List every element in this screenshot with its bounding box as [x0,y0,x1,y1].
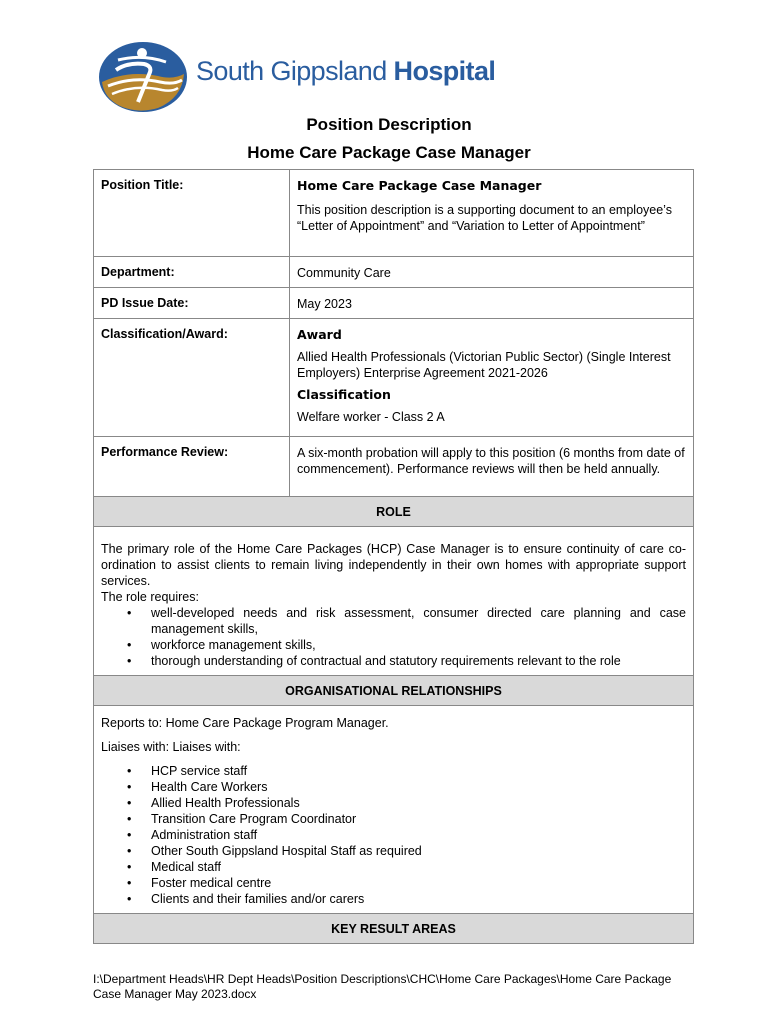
classification-value [290,319,694,437]
relationships-heading: ORGANISATIONAL RELATIONSHIPS [94,676,694,706]
department-label: Department: [94,257,290,288]
role-content [94,527,694,676]
key-results-heading-row [94,914,694,944]
role-requires: The role requires: [101,590,199,604]
position-title-row [94,170,694,257]
list-item: • Allied Health Professionals [151,795,686,811]
award-text: Allied Health Professionals (Victorian Public Sector) (Single Interest Employers) Enterprise Agreement 2021-2026 [297,350,671,380]
document-title: Position Description [306,115,472,134]
position-table [93,169,694,944]
liaison-list [101,763,686,907]
department-value: Community Care [290,257,694,288]
list-item: • Clients and their families and/or carers [151,891,686,907]
list-item: • Foster medical centre [151,875,686,891]
hospital-logo [98,40,498,114]
pd-issue-date-row [94,288,694,319]
file-path-footer: I:\Department Heads\HR Dept Heads\Position Descriptions\CHC\Home Care Packages\Home Care Package Case Manager May 2023.docx [93,972,672,1001]
relationships-content [94,706,694,914]
list-item: • Health Care Workers [151,779,686,795]
performance-review-value: A six-month probation will apply to this position (6 months from date of commencement). Performance reviews will then be held annually. [290,437,694,497]
department-row [94,257,694,288]
pd-issue-date-value: May 2023 [290,288,694,319]
classification-label: Classification/Award: [94,319,290,437]
list-item: • Transition Care Program Coordinator [151,811,686,827]
relationships-row [94,706,694,914]
list-item: • HCP service staff [151,763,686,779]
classification-row [94,319,694,437]
liaises-with: Liaises with: Liaises with: [101,740,241,754]
pd-issue-date-label: PD Issue Date: [94,288,290,319]
hospital-name: South Gippsland Hospital [196,56,496,86]
document-subtitle: Home Care Package Case Manager [247,143,531,162]
position-title-bold: Home Care Package Case Manager [297,178,542,193]
role-row [94,527,694,676]
performance-review-row [94,437,694,497]
key-results-heading: KEY RESULT AREAS [94,914,694,944]
role-heading: ROLE [94,497,694,527]
hospital-emblem-icon [98,40,188,114]
classification-text: Welfare worker - Class 2 A [297,410,445,424]
list-item: • workforce management skills, [151,637,686,653]
award-heading: Award [297,327,342,342]
position-title-value [290,170,694,257]
classification-heading: Classification [297,387,391,402]
list-item: • Administration staff [151,827,686,843]
role-list [101,605,686,669]
performance-review-label: Performance Review: [94,437,290,497]
list-item: • Medical staff [151,859,686,875]
list-item: • Other South Gippsland Hospital Staff as required [151,843,686,859]
reports-to: Reports to: Home Care Package Program Manager. [101,716,389,730]
role-heading-row [94,497,694,527]
role-intro: The primary role of the Home Care Packages (HCP) Case Manager is to ensure continuity of care co-ordination to assist clients to remain living independently in their own homes with appropriate support services. [101,542,686,588]
list-item: • thorough understanding of contractual and statutory requirements relevant to the role [151,653,686,669]
position-title-note: This position description is a supporting document to an employee’s “Letter of Appointment” and “Variation to Letter of Appointment” [297,203,672,233]
position-title-label: Position Title: [94,170,290,257]
relationships-heading-row [94,676,694,706]
list-item: • well-developed needs and risk assessment, consumer directed care planning and case management skills, [151,605,686,637]
